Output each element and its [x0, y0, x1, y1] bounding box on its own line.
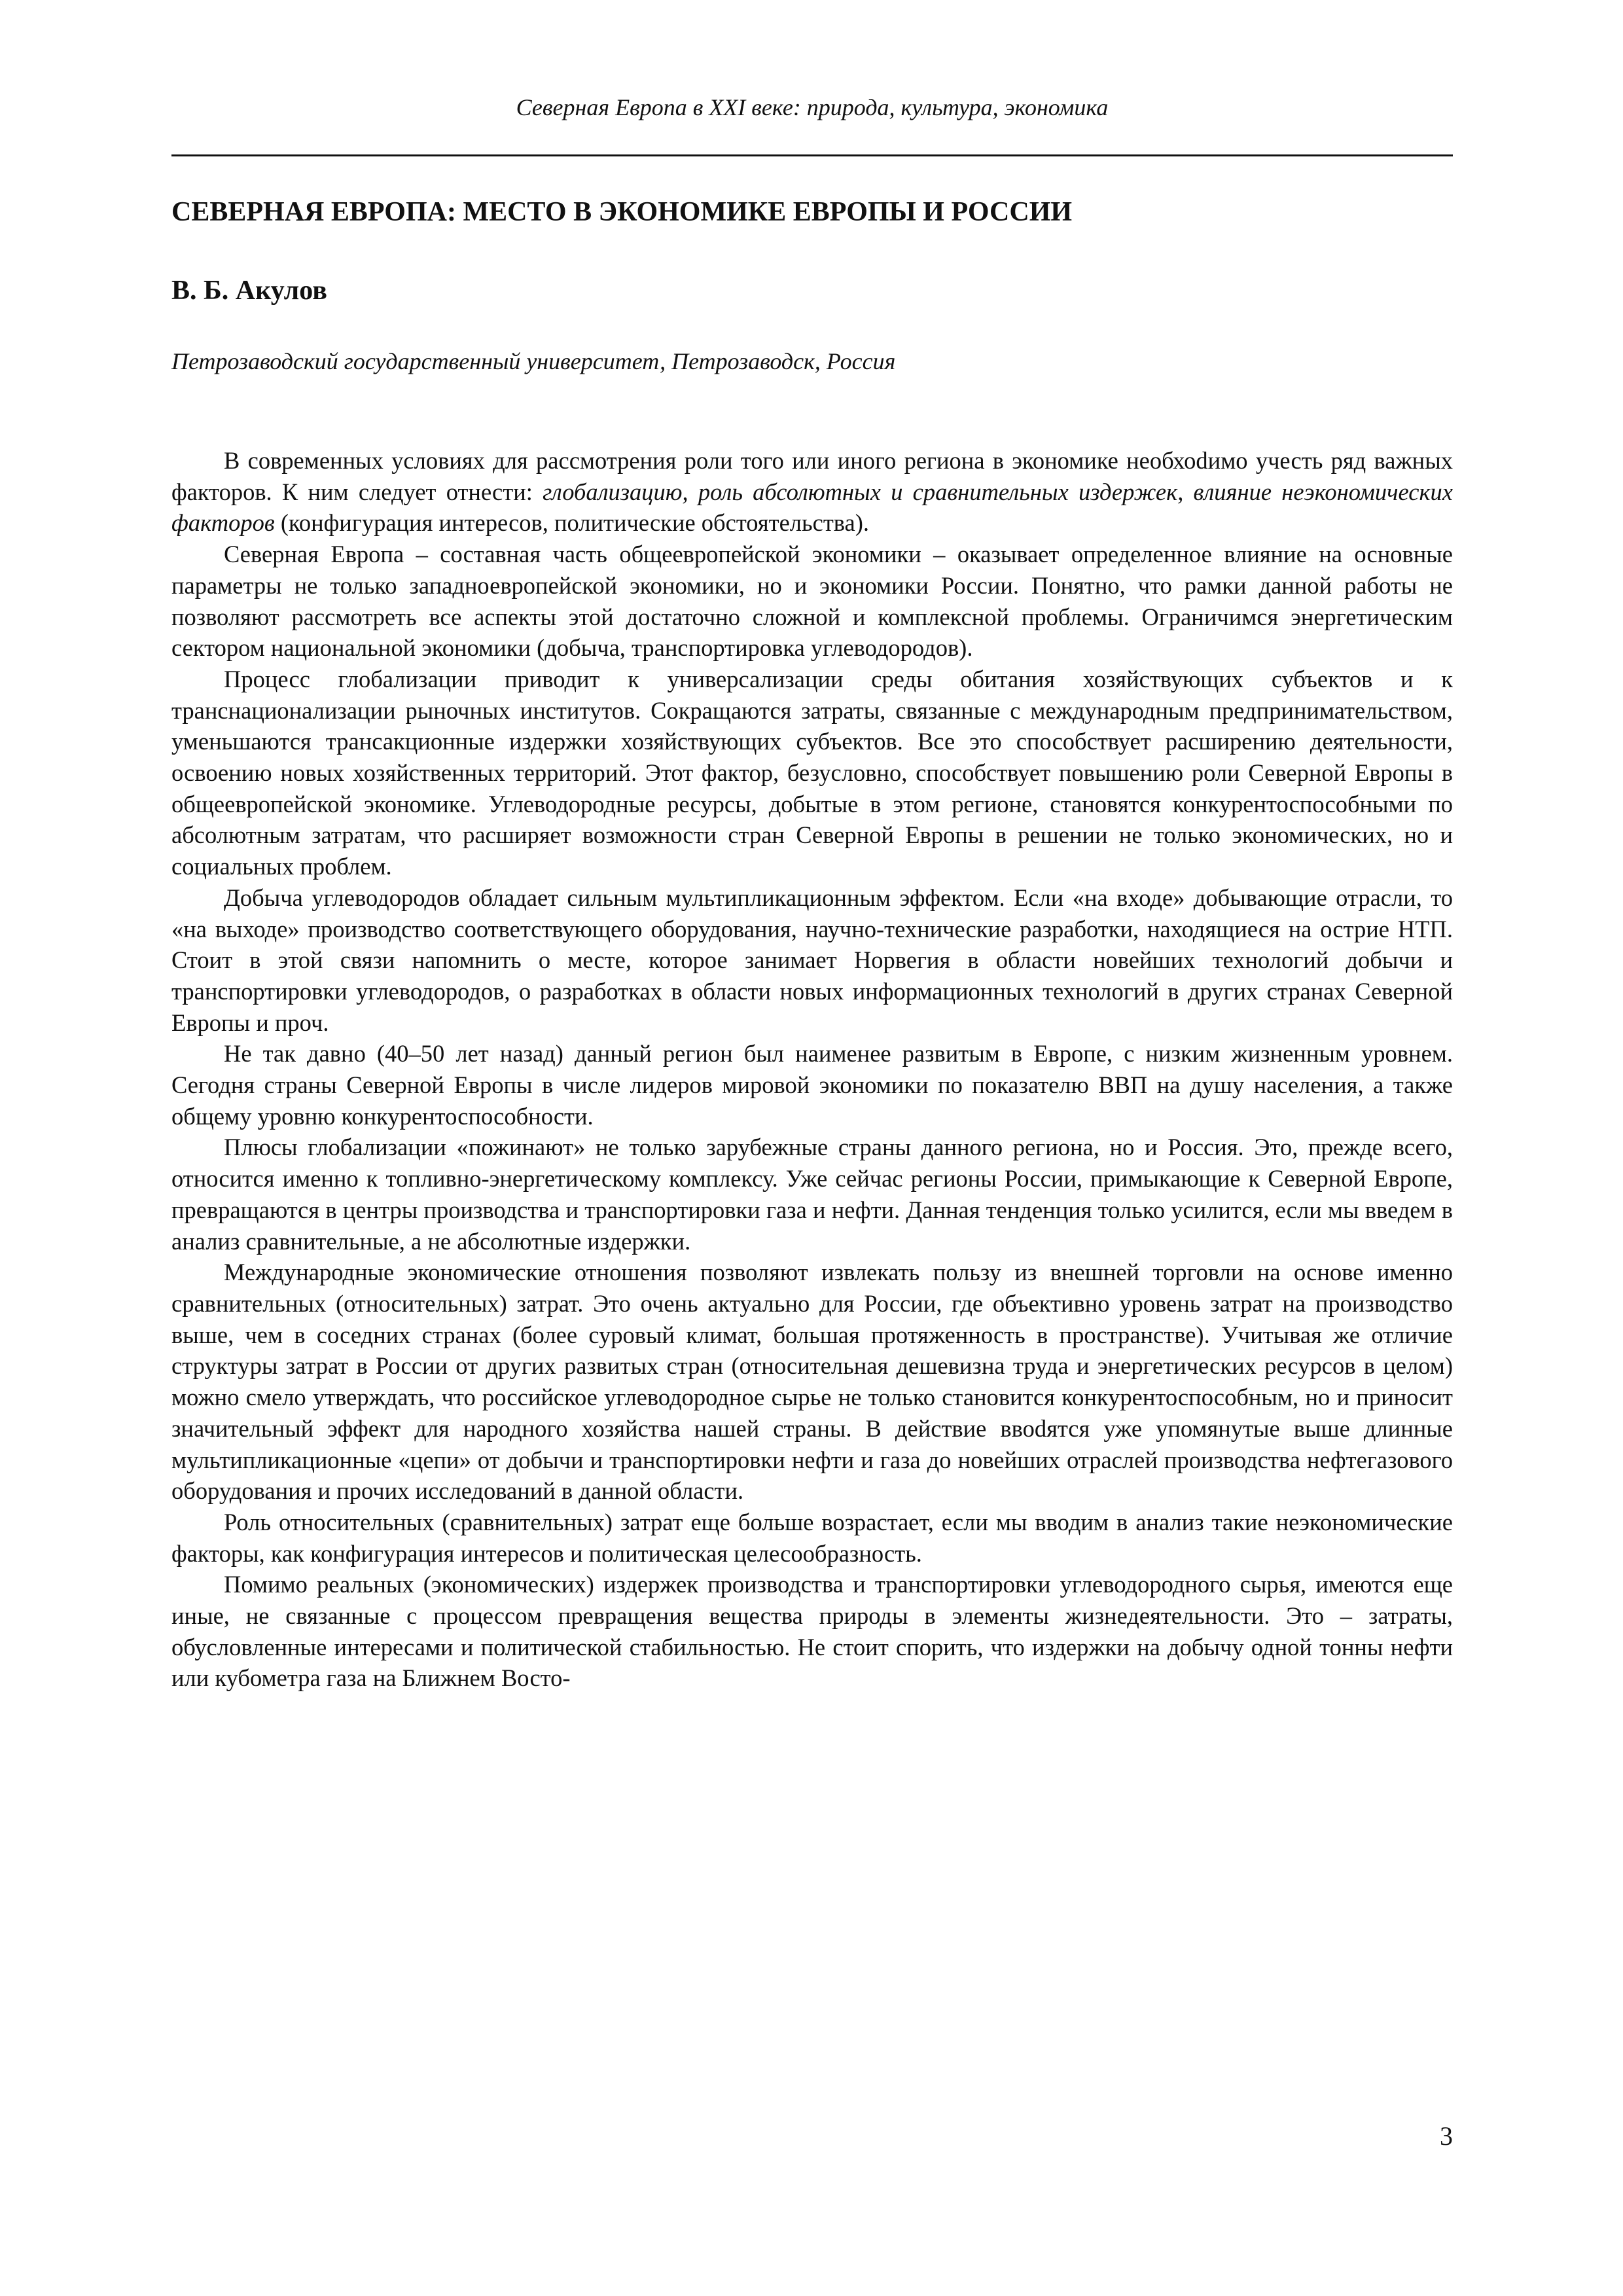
paragraph: Процесс глобализации приводит к универсализации среды обитания хозяйствующих субъектов и к транснационализации рыночных институтов. Сокращаются затраты, связанные с международным предпринимательством, уменьшаются трансакционные издержки хозяйствующих субъектов. Все это способствует расширению деятельности, освоению новых хозяйственных территорий. Этот фактор, безусловно, способствует повышению роли Северной Европы в общеевропейской экономике. Углеводородные ресурсы, добытые в этом регионе, становятся конкурентоспособными по абсолютным затратам, что расширяет возможности стран Северной Европы в решении не только экономических, но и социальных проблем. [171, 665, 1453, 880]
paragraph: Помимо реальных (экономических) издержек производства и транспортировки углеводородного сырья, имеются еще иные, не связанные с процессом превращения вещества природы в элементы жизнедеятельности. Это – затраты, обусловленные интересами и политической стабильностью. Не стоит спорить, что издержки на добычу одной тонны нефти или кубометра газа на Ближнем Восто- [171, 1571, 1453, 1692]
paragraph: Плюсы глобализации «пожинают» не только зарубежные страны данного региона, но и Россия. Это, прежде всего, относится именно к топливно-энергетическому комплексу. Уже сейчас регионы России, примыкающие к Северной Европе, превращаются в центры производства и транспортировки газа и нефти. Данная тенденция только усилится, если мы введем в анализ сравнительные, а не абсолютные издержки. [171, 1134, 1453, 1255]
paragraph: Северная Европа – составная часть общеевропейской экономики – оказывает определенное влияние на основные параметры не только западноевропейской экономики, но и экономики России. Понятно, что рамки данной работы не позволяют рассмотреть все аспекты этой достаточно сложной и комплексной проблемы. Ограничимся энергетическим сектором национальной экономики (добыча, транспортировка углеводородов). [171, 541, 1453, 662]
paragraph: Добыча углеводородов обладает сильным мультипликационным эффектом. Если «на входе» добывающие отрасли, то «на выходе» производство соответствующего оборудования, научно-технические разработки, находящиеся на острие НТП. Стоит в этой связи напомнить о месте, которое занимает Норвегия в области новейших технологий добычи и транспортировки углеводородов, о разработках в области новых информационных технологий в других странах Северной Европы и проч. [171, 884, 1453, 1036]
paragraph: Не так давно (40–50 лет назад) данный регион был наименее развитым в Европе, с низким жизненным уровнем. Сегодня страны Северной Европы в числе лидеров мировой экономики по показателю ВВП на душу населения, а также общему уровню конкурентоспособности. [171, 1040, 1453, 1130]
document-page [171, 0, 1453, 2296]
author-affiliation: Петрозаводский государственный университет, Петрозаводск, Россия [171, 348, 896, 374]
paragraph-text: В современных условиях для рассмотрения роли того или иного региона в экономике необхоdимо учесть ряд важных факторов. К ним следует отнести: [171, 447, 1453, 505]
paragraph [171, 445, 1453, 539]
paragraph-text: (конфигурация интересов, политические обстоятельства). [274, 509, 870, 537]
emphasized-text: глобализацию, роль абсолютных и сравнительных издержек, влияние неэкономических факторов [171, 478, 1453, 537]
paragraph: Роль относительных (сравнительных) затрат еще больше возрастает, если мы вводим в анализ такие неэкономические факторы, как конфигурация интересов и политическая целесообразность. [171, 1508, 1453, 1567]
header-rule [171, 154, 1453, 156]
running-header: Северная Европа в XXI веке: природа, культура, экономика [516, 94, 1109, 120]
article-title: СЕВЕРНАЯ ЕВРОПА: МЕСТО В ЭКОНОМИКЕ ЕВРОПЫ И РОССИИ [171, 197, 1073, 227]
page-number: 3 [1440, 2121, 1453, 2151]
paragraph: Международные экономические отношения позволяют извлекать пользу из внешней торговли на основе именно сравнительных (относительных) затрат. Это очень актуально для России, где объективно уровень затрат на производство выше, чем в соседних странах (более суровый климат, большая протяженность в пространстве). Учитывая же отличие структуры затрат в России от других развитых стран (относительная дешевизна труда и энергетических ресурсов в целом) можно смело утверждать, что российское углеводородное сырье не только становится конкурентоспособным, но и приносит значительный эффект для народного хозяйства нашей страны. В действие ввоdятся уже упомянутые выше длинные мультипликационные «цепи» от добычи и транспортировки нефти и газа до новейших отраслей производства нефтегазового оборудования и прочих исследований в данной области. [171, 1259, 1453, 1505]
author-name: В. Б. Акулов [171, 276, 327, 306]
article-body [171, 445, 1453, 1694]
